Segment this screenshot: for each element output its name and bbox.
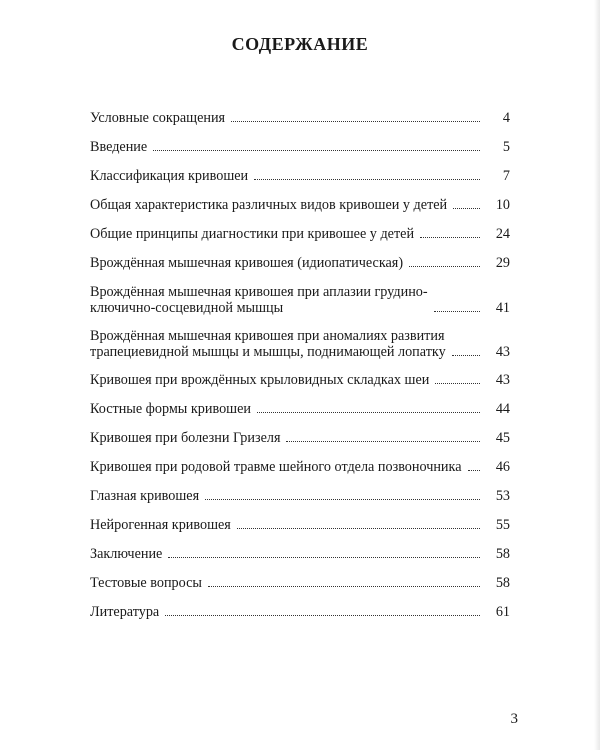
toc-entry-page: 58 [495,546,510,562]
toc-entry[interactable] [90,459,510,475]
toc-entry[interactable] [90,372,510,388]
toc-entry-title [90,401,251,417]
toc-entry[interactable] [90,546,510,562]
toc-entry-title [90,168,248,184]
dot-leader [286,441,480,442]
toc-entry-page: 43 [495,372,510,388]
dot-leader [237,528,480,529]
toc-entry-title-line: Костные формы кривошеи [90,401,251,417]
toc-entry-title [90,284,428,316]
toc-entry-page: 24 [495,226,510,242]
toc-entry-title-line: Общая характеристика различных видов кривошеи у детей [90,197,448,213]
toc-entry-page: 10 [495,197,510,213]
toc-entry-title [90,517,231,533]
dot-leader [168,557,480,558]
toc-entry-title [90,604,159,620]
toc-entry-page: 29 [495,255,510,271]
toc-entry-title-line: Кривошея при родовой травме шейного отдела позвоночника [90,459,462,475]
toc-entry-title [90,488,199,504]
toc-entry-title [90,430,280,446]
dot-leader [435,383,480,384]
toc-entry-title [90,110,225,126]
toc-entry[interactable] [90,284,510,316]
dot-leader [205,499,480,500]
toc-entry-page: 41 [495,300,510,316]
toc-entry-page: 7 [502,168,510,184]
toc-entry-title-line: Классификация кривошеи [90,168,249,184]
toc-entry-page: 46 [495,459,510,475]
toc-entry-title-line: Общие принципы диагностики при кривошее у детей [90,226,415,242]
toc-entry-title [90,255,403,271]
page-number: 3 [510,711,518,727]
toc-entry-title [90,575,202,591]
toc-entry-title [90,139,147,155]
toc-entry-title-line: Введение [90,139,148,155]
dot-leader [468,470,481,471]
page-edge [594,0,600,750]
dot-leader [453,208,480,209]
dot-leader [420,237,480,238]
toc-entry-page: 53 [495,488,510,504]
toc-entry-page: 43 [495,344,510,360]
dot-leader [208,586,480,587]
toc-entry-title [90,459,462,475]
toc-entry-title [90,197,447,213]
toc-entry-title-line: Нейрогенная кривошея [90,517,231,533]
toc-entry[interactable] [90,604,510,620]
table-of-contents [90,110,510,633]
toc-entry-page: 58 [495,575,510,591]
toc-entry-title-line: ключично-сосцевидной мышцы [90,300,284,316]
toc-entry[interactable] [90,255,510,271]
toc-entry-title [90,226,414,242]
toc-entry-page: 61 [495,604,510,620]
toc-entry-title-line: Кривошея при врождённых крыловидных складках шеи [90,372,430,388]
toc-entry-title-line: Заключение [90,546,163,562]
toc-entry-title [90,328,446,360]
toc-entry-title-line: Врождённая мышечная кривошея (идиопатическая) [90,255,404,271]
dot-leader [231,121,480,122]
toc-entry[interactable] [90,517,510,533]
toc-entry-title-line: Врождённая мышечная кривошея при аплазии грудино- [90,284,428,300]
dot-leader [257,412,480,413]
toc-entry-title [90,546,162,562]
toc-entry-title-line: Врождённая мышечная кривошея при аномалиях развития [90,328,445,344]
toc-entry[interactable] [90,168,510,184]
toc-entry-page: 45 [495,430,510,446]
toc-entry-title-line: Глазная кривошея [90,488,200,504]
toc-entry-page: 4 [502,110,510,126]
dot-leader [434,311,480,312]
toc-entry[interactable] [90,488,510,504]
toc-entry-title-line: Кривошея при болезни Гризеля [90,430,281,446]
toc-entry[interactable] [90,197,510,213]
toc-entry[interactable] [90,110,510,126]
toc-entry[interactable] [90,226,510,242]
dot-leader [254,179,480,180]
toc-entry-page: 44 [495,401,510,417]
page-title: СОДЕРЖАНИЕ [231,34,369,54]
toc-entry-title [90,372,429,388]
toc-entry-title-line: Условные сокращения [90,110,226,126]
toc-entry-title-line: Литература [90,604,160,620]
dot-leader [409,266,480,267]
dot-leader [153,150,480,151]
dot-leader [165,615,480,616]
toc-entry[interactable] [90,430,510,446]
dot-leader [452,355,480,356]
toc-entry-title-line: Тестовые вопросы [90,575,202,591]
toc-entry-page: 5 [502,139,510,155]
toc-entry[interactable] [90,328,510,360]
toc-entry[interactable] [90,401,510,417]
toc-entry-title-line: трапециевидной мышцы и мышцы, поднимающей лопатку [90,344,446,360]
toc-entry[interactable] [90,139,510,155]
toc-entry-page: 55 [495,517,510,533]
toc-entry[interactable] [90,575,510,591]
